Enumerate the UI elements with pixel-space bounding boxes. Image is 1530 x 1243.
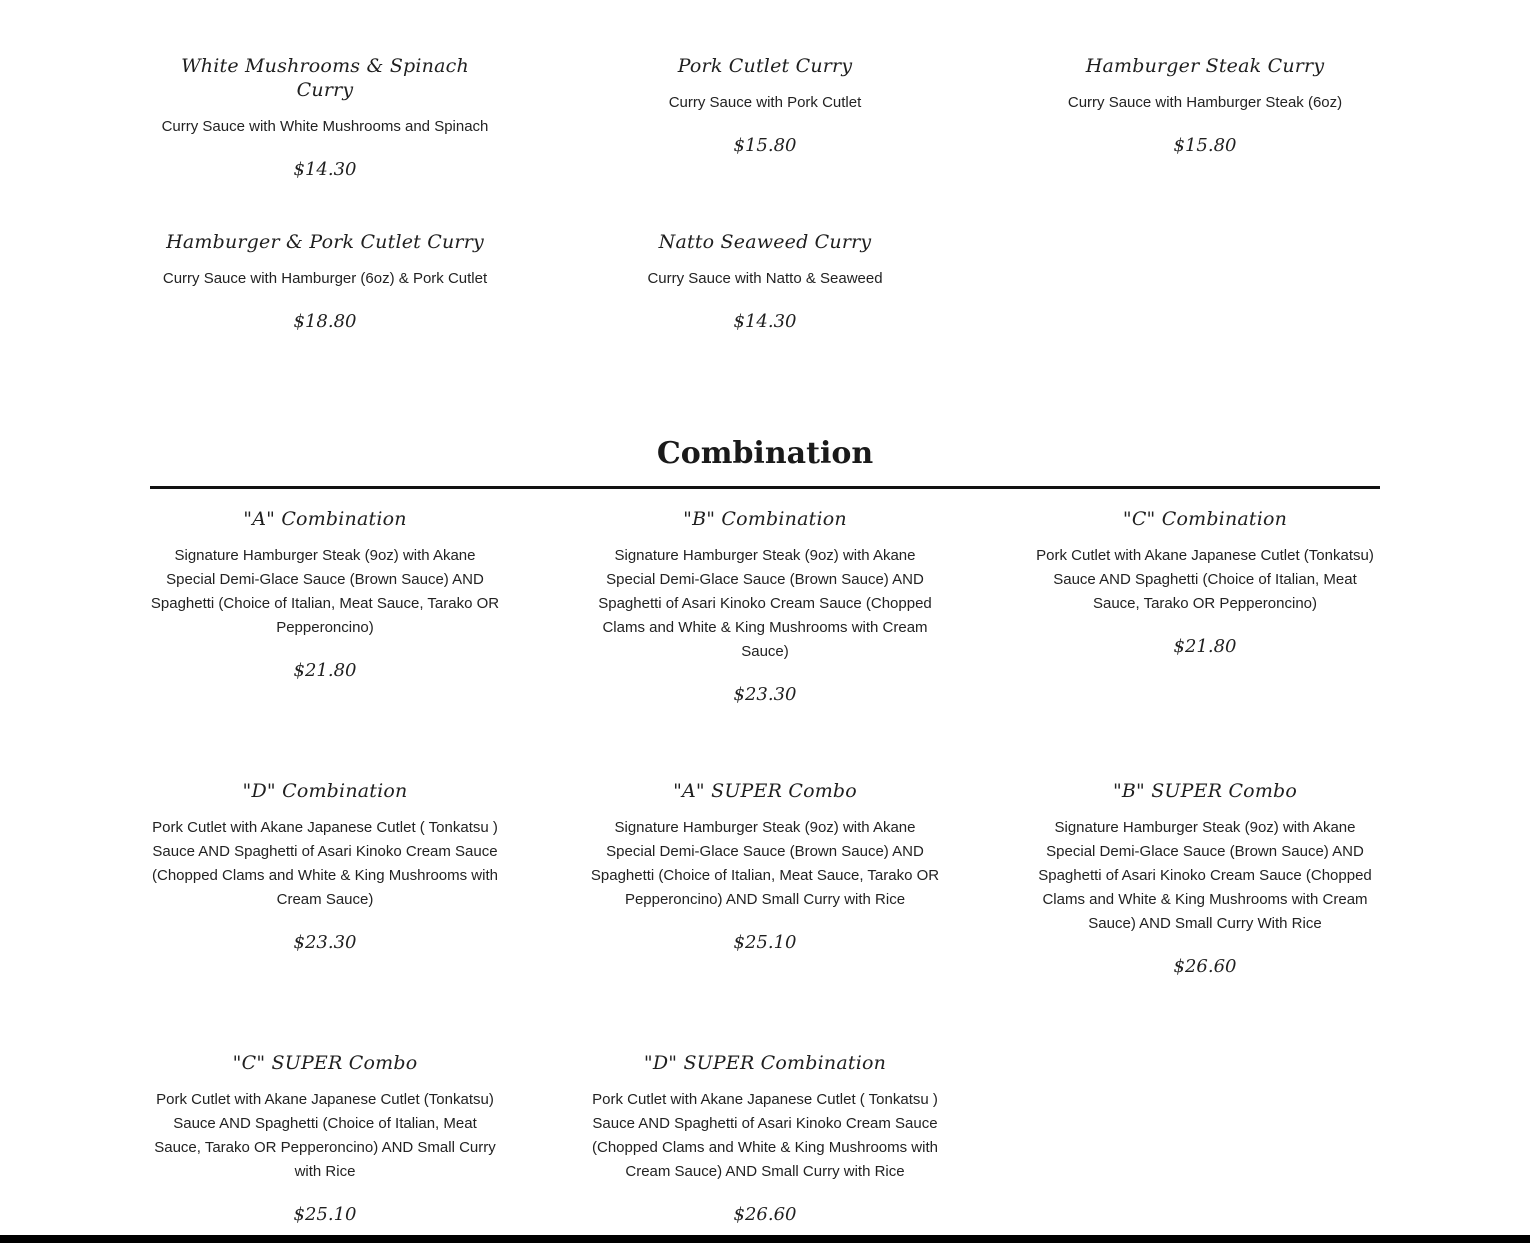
menu-item-name: Hamburger Steak Curry bbox=[1085, 55, 1325, 77]
menu-item-price: $26.60 bbox=[733, 1204, 797, 1225]
menu-item bbox=[150, 779, 500, 955]
menu-item-name: "D" Combination bbox=[242, 780, 408, 802]
menu-item bbox=[590, 779, 940, 955]
menu-item bbox=[590, 54, 940, 158]
menu-item-name: "A" SUPER Combo bbox=[673, 780, 857, 802]
menu-item bbox=[150, 1051, 500, 1227]
menu-item bbox=[150, 54, 500, 182]
menu-item-name: "B" SUPER Combo bbox=[1112, 780, 1298, 802]
menu-item bbox=[590, 230, 940, 334]
menu-item-price: $25.10 bbox=[733, 932, 797, 953]
menu-item-description: Pork Cutlet with Akane Japanese Cutlet ( Tonkatsu ) Sauce AND Spaghetti of Asari Kinoko Cream Sauce (Chopped Clams and White & King Mushrooms with Cream Sauce) AND Small Curry with Rice bbox=[592, 1091, 938, 1180]
menu-item-description: Pork Cutlet with Akane Japanese Cutlet (Tonkatsu) Sauce AND Spaghetti (Choice of Italian, Meat Sauce, Tarako OR Pepperoncino) bbox=[1036, 547, 1374, 612]
menu-item-description: Curry Sauce with Natto & Seaweed bbox=[647, 270, 883, 287]
menu-item-description: Curry Sauce with Hamburger (6oz) & Pork Cutlet bbox=[162, 270, 488, 287]
menu-item-name: "C" Combination bbox=[1122, 508, 1288, 530]
menu-item bbox=[1030, 507, 1380, 659]
menu-item bbox=[1030, 779, 1380, 979]
menu-item-name: "B" Combination bbox=[683, 508, 847, 530]
menu-item-description: Curry Sauce with Hamburger Steak (6oz) bbox=[1067, 94, 1343, 111]
menu-item-name: Natto Seaweed Curry bbox=[658, 231, 872, 253]
menu-item-name: "A" Combination bbox=[243, 508, 407, 530]
menu-item-price: $25.10 bbox=[293, 1204, 357, 1225]
menu-item-name: Hamburger & Pork Cutlet Curry bbox=[166, 231, 484, 253]
bottom-bar bbox=[0, 1235, 1530, 1243]
menu-item-price: $15.80 bbox=[733, 135, 797, 156]
menu-item-description: Pork Cutlet with Akane Japanese Cutlet (Tonkatsu) Sauce AND Spaghetti (Choice of Italian, Meat Sauce, Tarako OR Pepperoncino) AND Small Curry with Rice bbox=[154, 1091, 496, 1180]
menu-item-price: $15.80 bbox=[1173, 135, 1237, 156]
menu-item-description: Pork Cutlet with Akane Japanese Cutlet ( Tonkatsu ) Sauce AND Spaghetti of Asari Kinoko Cream Sauce (Chopped Clams and White & King Mushrooms with Cream Sauce) bbox=[152, 819, 498, 908]
menu-item-price: $18.80 bbox=[293, 311, 357, 332]
menu-item bbox=[590, 507, 940, 707]
menu-item-price: $14.30 bbox=[293, 159, 357, 180]
menu-item-price: $23.30 bbox=[293, 932, 357, 953]
menu-item-price: $21.80 bbox=[293, 660, 357, 681]
menu-item bbox=[590, 1051, 940, 1227]
menu-item-description: Signature Hamburger Steak (9oz) with Akane Special Demi-Glace Sauce (Brown Sauce) AND Spaghetti of Asari Kinoko Cream Sauce (Chopped Clams and White & King Mushrooms with Cream Sauce) AND Small Curry With Rice bbox=[1038, 819, 1372, 932]
menu-item-description: Signature Hamburger Steak (9oz) with Akane Special Demi-Glace Sauce (Brown Sauce) AND Spaghetti (Choice of Italian, Meat Sauce, Tarako OR Pepperoncino) AND Small Curry with Rice bbox=[590, 819, 940, 908]
section-divider bbox=[150, 486, 1380, 489]
menu-item-description: Signature Hamburger Steak (9oz) with Akane Special Demi-Glace Sauce (Brown Sauce) AND Spaghetti (Choice of Italian, Meat Sauce, Tarako OR Pepperoncino) bbox=[150, 547, 500, 636]
menu-item-price: $21.80 bbox=[1173, 636, 1237, 657]
menu-item-description: Curry Sauce with Pork Cutlet bbox=[668, 94, 862, 111]
menu-item-name: "C" SUPER Combo bbox=[232, 1052, 418, 1074]
menu-item bbox=[1030, 54, 1380, 158]
menu-item bbox=[150, 230, 500, 334]
menu-item-name: Pork Cutlet Curry bbox=[677, 55, 853, 77]
menu-item-name: White Mushrooms & Spinach Curry bbox=[181, 55, 469, 101]
menu-item-price: $14.30 bbox=[733, 311, 797, 332]
menu-item-description: Signature Hamburger Steak (9oz) with Akane Special Demi-Glace Sauce (Brown Sauce) AND Spaghetti of Asari Kinoko Cream Sauce (Chopped Clams and White & King Mushrooms with Cream Sauce) bbox=[598, 547, 932, 660]
menu-item-price: $23.30 bbox=[733, 684, 797, 705]
menu-item-name: "D" SUPER Combination bbox=[643, 1052, 887, 1074]
menu-item-description: Curry Sauce with White Mushrooms and Spinach bbox=[161, 118, 489, 135]
menu-item-price: $26.60 bbox=[1173, 956, 1237, 977]
menu-item bbox=[150, 507, 500, 683]
section-title: Combination bbox=[656, 436, 874, 471]
